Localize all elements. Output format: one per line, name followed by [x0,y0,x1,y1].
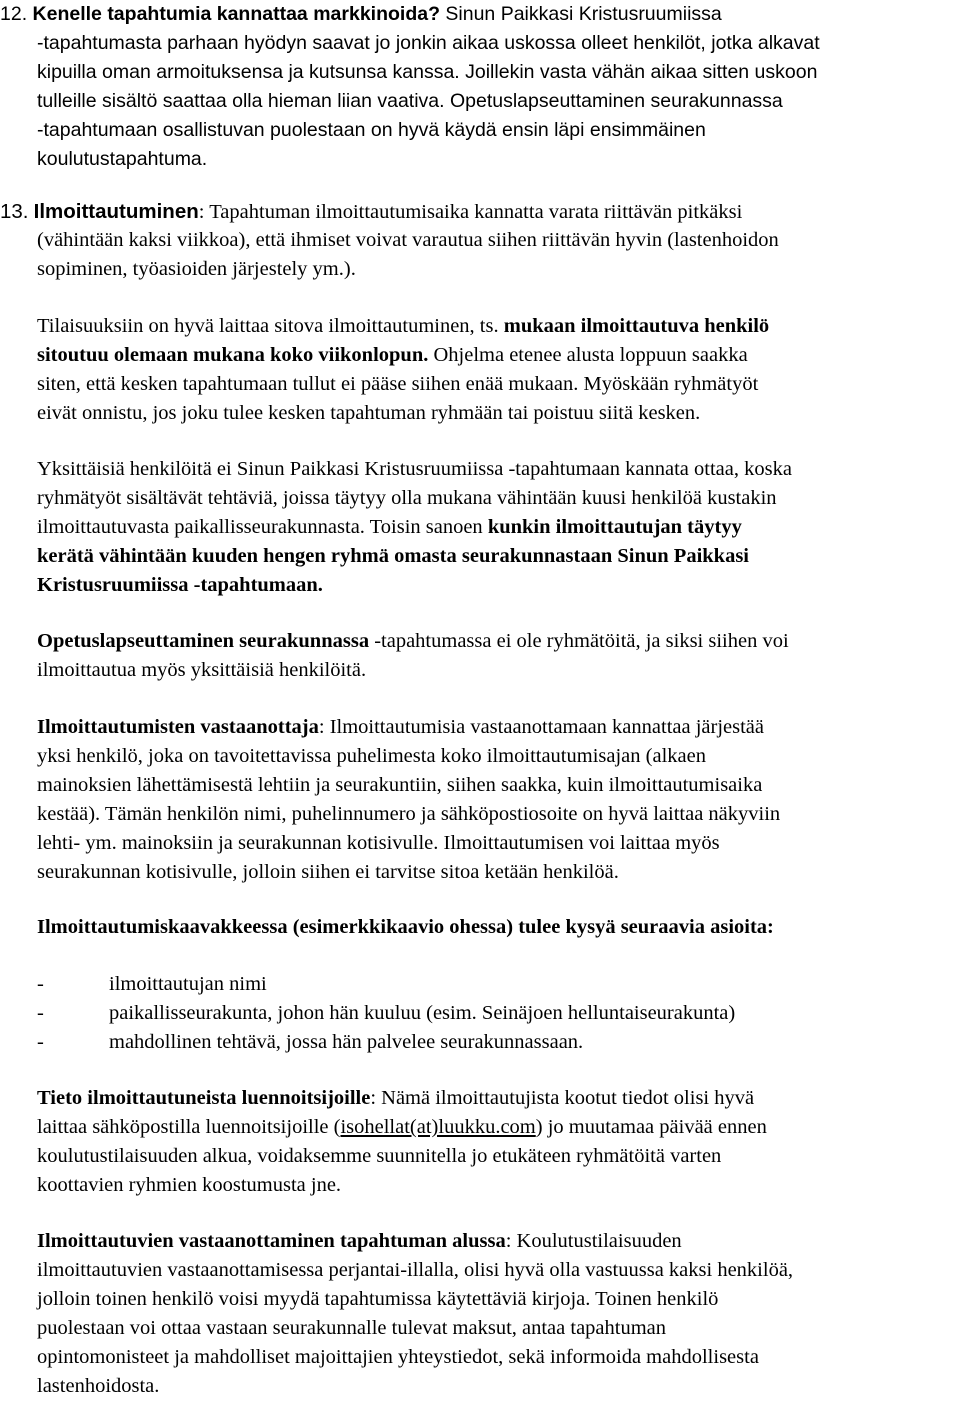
list-item-text: ilmoittautujan nimi [109,973,267,995]
lecturers-line-1-bold: Tieto ilmoittautuneista luennoitsijoille [37,1087,371,1109]
item-13-line-2: (vähintään kaksi viikkoa), että ihmiset voivat varautua siihen riittävän hyvin (lastenhoidon [37,229,779,251]
individuals-line-5-bold: Kristusruumiissa -tapahtumaan. [37,574,323,596]
lecturers-line-2-before: laittaa sähköpostilla luennoitsijoille ( [37,1116,341,1138]
list-item-text: paikallisseurakunta, johon hän kuuluu (esim. Seinäjoen helluntaiseurakunta) [109,1002,736,1024]
list-item-text: mahdollinen tehtävä, jossa hän palvelee seurakunnassaan. [109,1031,584,1053]
item-12-number: 12. [0,3,28,25]
paragraph-binding-registration [37,312,952,428]
paragraph-form [37,913,952,942]
item-13-line-1 [0,197,952,226]
list-item [37,970,952,999]
item-12-line-6: koulutustapahtuma. [37,148,208,170]
discipleship-line-1 [37,627,952,656]
individuals-line-3 [37,513,952,542]
list-item [37,999,952,1028]
reception-line-2: ilmoittautuvien vastaanottamisessa perjantai-illalla, olisi hyvä olla vastuussa kaksi henkilöä, [37,1259,794,1281]
item-13 [0,197,952,284]
paragraph-lecturers [37,1084,952,1200]
reception-line-5: opintomonisteet ja mahdolliset majoittajien yhteystiedot, sekä informoida mahdollisesta [37,1346,759,1368]
lecturers-line-2-after: ) jo muutamaa päivää ennen [535,1116,767,1138]
binding-line-1 [37,312,952,341]
receiver-line-1-plain: : Ilmoittautumisia vastaanottamaan kannattaa järjestää [318,716,765,738]
receiver-line-1 [37,713,952,742]
receiver-line-6: seurakunnan kotisivulle, jolloin siihen ei tarvitse sitoa ketään henkilöä. [37,861,619,883]
binding-line-1-plain: Tilaisuuksiin on hyvä laittaa sitova ilmoittautuminen, ts. [37,315,504,337]
form-heading-text: Ilmoittautumiskaavakkeessa (esimerkkikaavio ohessa) tulee kysyä seuraavia asioita: [37,916,774,938]
discipleship-line-1-bold: Opetuslapseuttaminen seurakunnassa [37,630,370,652]
bullet-dash: - [37,1031,44,1053]
receiver-line-4: kestää). Tämän henkilön nimi, puhelinnumero ja sähköpostiosoite on hyvä laittaa näkyviin [37,803,781,825]
individuals-line-3-plain: ilmoittautuvasta paikallisseurakunnasta. Toisin sanoen [37,516,488,538]
receiver-line-2: yksi henkilö, joka on tavoitettavissa puhelimesta koko ilmoittautumisajan (alkaen [37,745,706,767]
lecturers-line-1 [37,1084,952,1113]
individuals-line-4 [37,542,952,571]
individuals-line-4-bold: kerätä vähintään kuuden hengen ryhmä omasta seurakunnastaan Sinun Paikkasi [37,545,749,567]
lecturers-line-4: koottavien ryhmien koostumusta jne. [37,1174,342,1196]
item-12-line-1 [0,0,952,29]
paragraph-receiver [37,713,952,887]
reception-line-1-plain: : Koulutustilaisuuden [505,1230,682,1252]
individuals-line-2: ryhmätyöt sisältävät tehtäviä, joissa täytyy olla mukana vähintään kuusi henkilöä kustakin [37,487,777,509]
bullet-dash: - [37,1002,44,1024]
lecturers-line-3: koulutustilaisuuden alkua, voidaksemme suunnitella jo etukäteen ryhmätöitä varten [37,1145,722,1167]
discipleship-line-1-plain: -tapahtumassa ei ole ryhmätöitä, ja siksi siihen voi [369,630,789,652]
item-12-line-4: tulleille sisältö saattaa olla hieman liian vaativa. Opetuslapseuttaminen seurakunnassa [37,90,783,112]
reception-line-1 [37,1227,952,1256]
lecturers-line-1-plain: : Nämä ilmoittautujista kootut tiedot olisi hyvä [370,1087,755,1109]
binding-line-2 [37,341,952,370]
item-12-line-2: -tapahtumasta parhaan hyödyn saavat jo jonkin aikaa uskossa olleet henkilöt, jotka alkavat [37,32,820,54]
item-13-line-3: sopiminen, työasioiden järjestely ym.). [37,258,356,280]
receiver-line-1-bold: Ilmoittautumisten vastaanottaja [37,716,319,738]
lecturers-line-2 [37,1113,952,1142]
reception-line-1-bold: Ilmoittautuvien vastaanottaminen tapahtuman alussa [37,1230,506,1252]
binding-line-4: eivät onnistu, jos joku tulee kesken tapahtuman ryhmään tai poistuu siitä kesken. [37,402,701,424]
paragraph-individuals [37,455,952,600]
discipleship-line-2: ilmoittautua myös yksittäisiä henkilöitä. [37,659,367,681]
form-field-list [37,970,952,1057]
binding-line-3: siten, että kesken tapahtumaan tullut ei pääse siihen enää mukaan. Myöskään ryhmätyöt [37,373,759,395]
item-13-line-1-text: : Tapahtuman ilmoittautumisaika kannatta varata riittävän pitkäksi [198,201,743,223]
item-12-line-1-text: Sinun Paikkasi Kristusruumiissa [439,3,722,25]
paragraph-discipleship [37,627,952,685]
item-13-heading: Ilmoittautuminen [33,200,199,223]
reception-line-6: lastenhoidosta. [37,1375,160,1397]
individuals-line-3-bold: kunkin ilmoittautujan täytyy [487,516,742,538]
receiver-line-5: lehti- ym. mainoksiin ja seurakunnan kotisivulle. Ilmoittautumisen voi laittaa myös [37,832,720,854]
binding-line-1-bold: mukaan ilmoittautuva henkilö [503,315,770,337]
bullet-dash: - [37,973,44,995]
paragraph-reception [37,1227,952,1401]
email-link[interactable]: isohellat(at)luukku.com [340,1116,536,1138]
reception-line-4: puolestaan voi ottaa vastaan seurakunnalle tulevat maksut, antaa tapahtuman [37,1317,667,1339]
form-heading [37,913,952,942]
individuals-line-5 [37,571,952,600]
item-12-line-5: -tapahtumaan osallistuvan puolestaan on hyvä käydä ensin läpi ensimmäinen [37,119,706,141]
individuals-line-1: Yksittäisiä henkilöitä ei Sinun Paikkasi Kristusruumiissa -tapahtumaan kannata ottaa, koska [37,458,792,480]
list-item [37,1028,952,1057]
item-12 [0,0,952,174]
receiver-line-3: mainoksien lähettämisestä lehtiin ja seurakuntiin, siihen saakka, kuin ilmoittautumisaika [37,774,763,796]
reception-line-3: jolloin toinen henkilö voisi myydä tapahtumissa käytettäviä kirjoja. Toinen henkilö [37,1288,719,1310]
item-13-number: 13. [0,200,29,223]
item-12-line-3: kipuilla oman armoituksensa ja kutsunsa kanssa. Joillekin vasta vähän aikaa sitten uskoon [37,61,818,83]
item-12-heading: Kenelle tapahtumia kannattaa markkinoida? [32,3,440,25]
binding-line-2-bold: sitoutuu olemaan mukana koko viikonlopun. [37,344,429,366]
binding-line-2-plain: Ohjelma etenee alusta loppuun saakka [428,344,748,366]
